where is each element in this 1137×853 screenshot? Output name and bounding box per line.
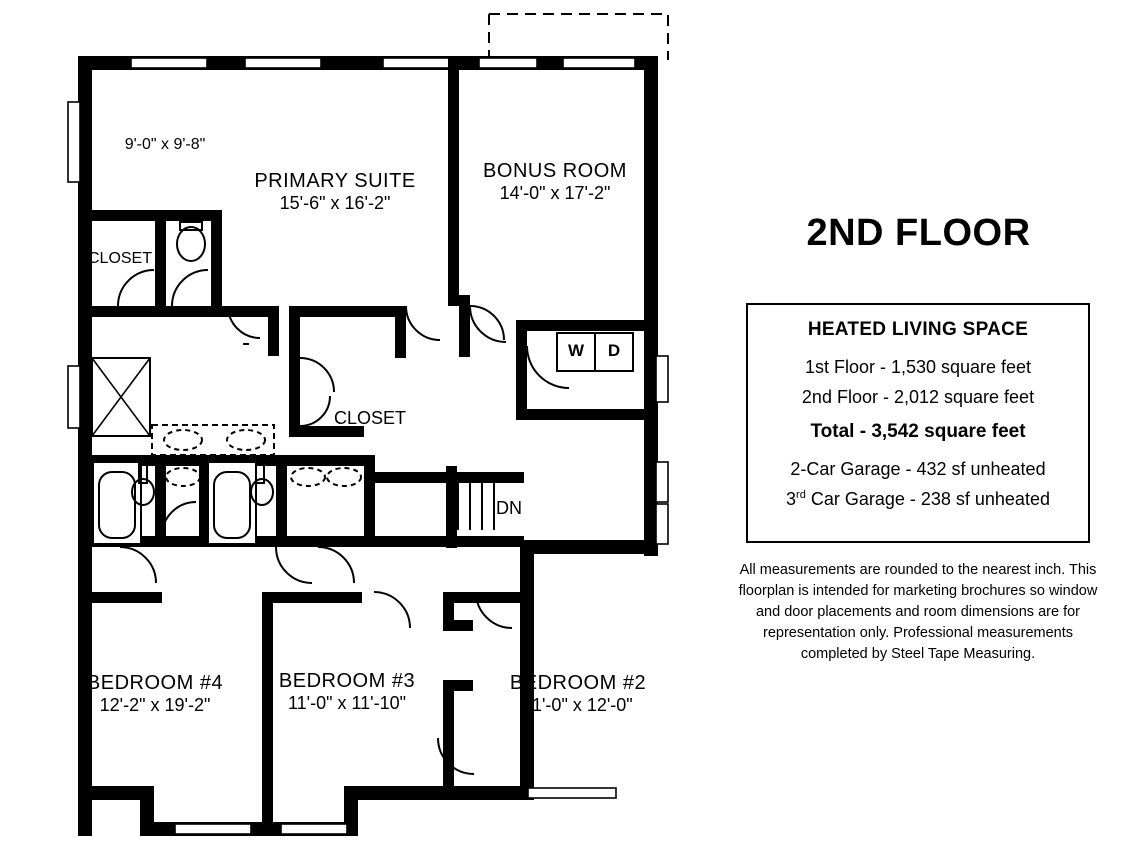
legend-garage-3rd-number: 3 [786,489,797,509]
legend-garage-2car: 2-Car Garage - 432 sf unheated [790,459,1046,479]
vanity-counter [152,425,274,455]
toilet-primary-bath [177,222,205,261]
sink-left [166,468,200,486]
bedroom-3-dimensions: 11'-0" x 11'-10" [287,693,407,713]
bonus-room-name: BONUS ROOM [483,160,627,182]
legend-first-floor: 1st Floor - 1,530 square feet [804,357,1032,377]
nook-dimensions: 9'-0" x 9'-8" [124,136,206,153]
room-label-bedroom-2 [478,672,678,716]
room-label-nook [40,136,290,154]
sinks-right [291,468,361,486]
dryer-label [595,341,633,361]
legend-garage-3rd-ordinal: rd [796,489,806,501]
legend-garage-3rd-rest: Car Garage - 238 sf unheated [805,489,1050,509]
shower [92,358,150,436]
room-label-bedroom-4 [40,672,270,716]
washer-letter: W [567,341,585,360]
bedroom-2-name: BEDROOM #2 [509,672,647,694]
legend-total: Total - 3,542 square feet [810,421,1026,442]
room-label-bedroom-3 [252,670,442,714]
legend-garage-3rd [748,489,1088,510]
disclaimer-text: All measurements are rounded to the nearest inch. This floorplan is intended for marketing brochures so window and door placements and room dimensions are for representation only. Professional measurements completed by Steel Tape Measuring. [738,562,1098,663]
bedroom-4-dimensions: 12'-2" x 19'-2" [99,695,211,715]
closet-upper-name: CLOSET [87,250,152,267]
stairs-direction-label [496,498,556,519]
dryer-letter: D [607,341,621,360]
stairs-dn-text: DN [496,498,522,518]
room-label-closet-center [280,408,460,429]
room-label-closet-upper [60,250,180,268]
bathtub-right [208,462,256,544]
bathtub-left [93,462,141,544]
legend-second-floor: 2nd Floor - 2,012 square feet [801,387,1035,407]
bonus-room-dimensions: 14'-0" x 17'-2" [499,183,611,203]
washer-label [557,341,595,361]
heated-living-space-box [746,303,1090,543]
bedroom-3-name: BEDROOM #3 [278,670,416,692]
primary-suite-dimensions: 15'-6" x 16'-2" [279,193,391,213]
info-panel [700,0,1137,853]
staircase [458,478,494,530]
legend-title: HEATED LIVING SPACE [807,319,1029,340]
bedroom-2-dimensions: 11'-0" x 12'-0" [523,695,633,715]
room-label-bonus-room [405,160,705,204]
primary-suite-name: PRIMARY SUITE [254,170,416,192]
page-title: 2ND FLOOR [806,212,1031,254]
bedroom-4-name: BEDROOM #4 [86,672,224,694]
closet-center-name: CLOSET [333,408,407,428]
bonus-room-dashed-extension [489,14,668,60]
